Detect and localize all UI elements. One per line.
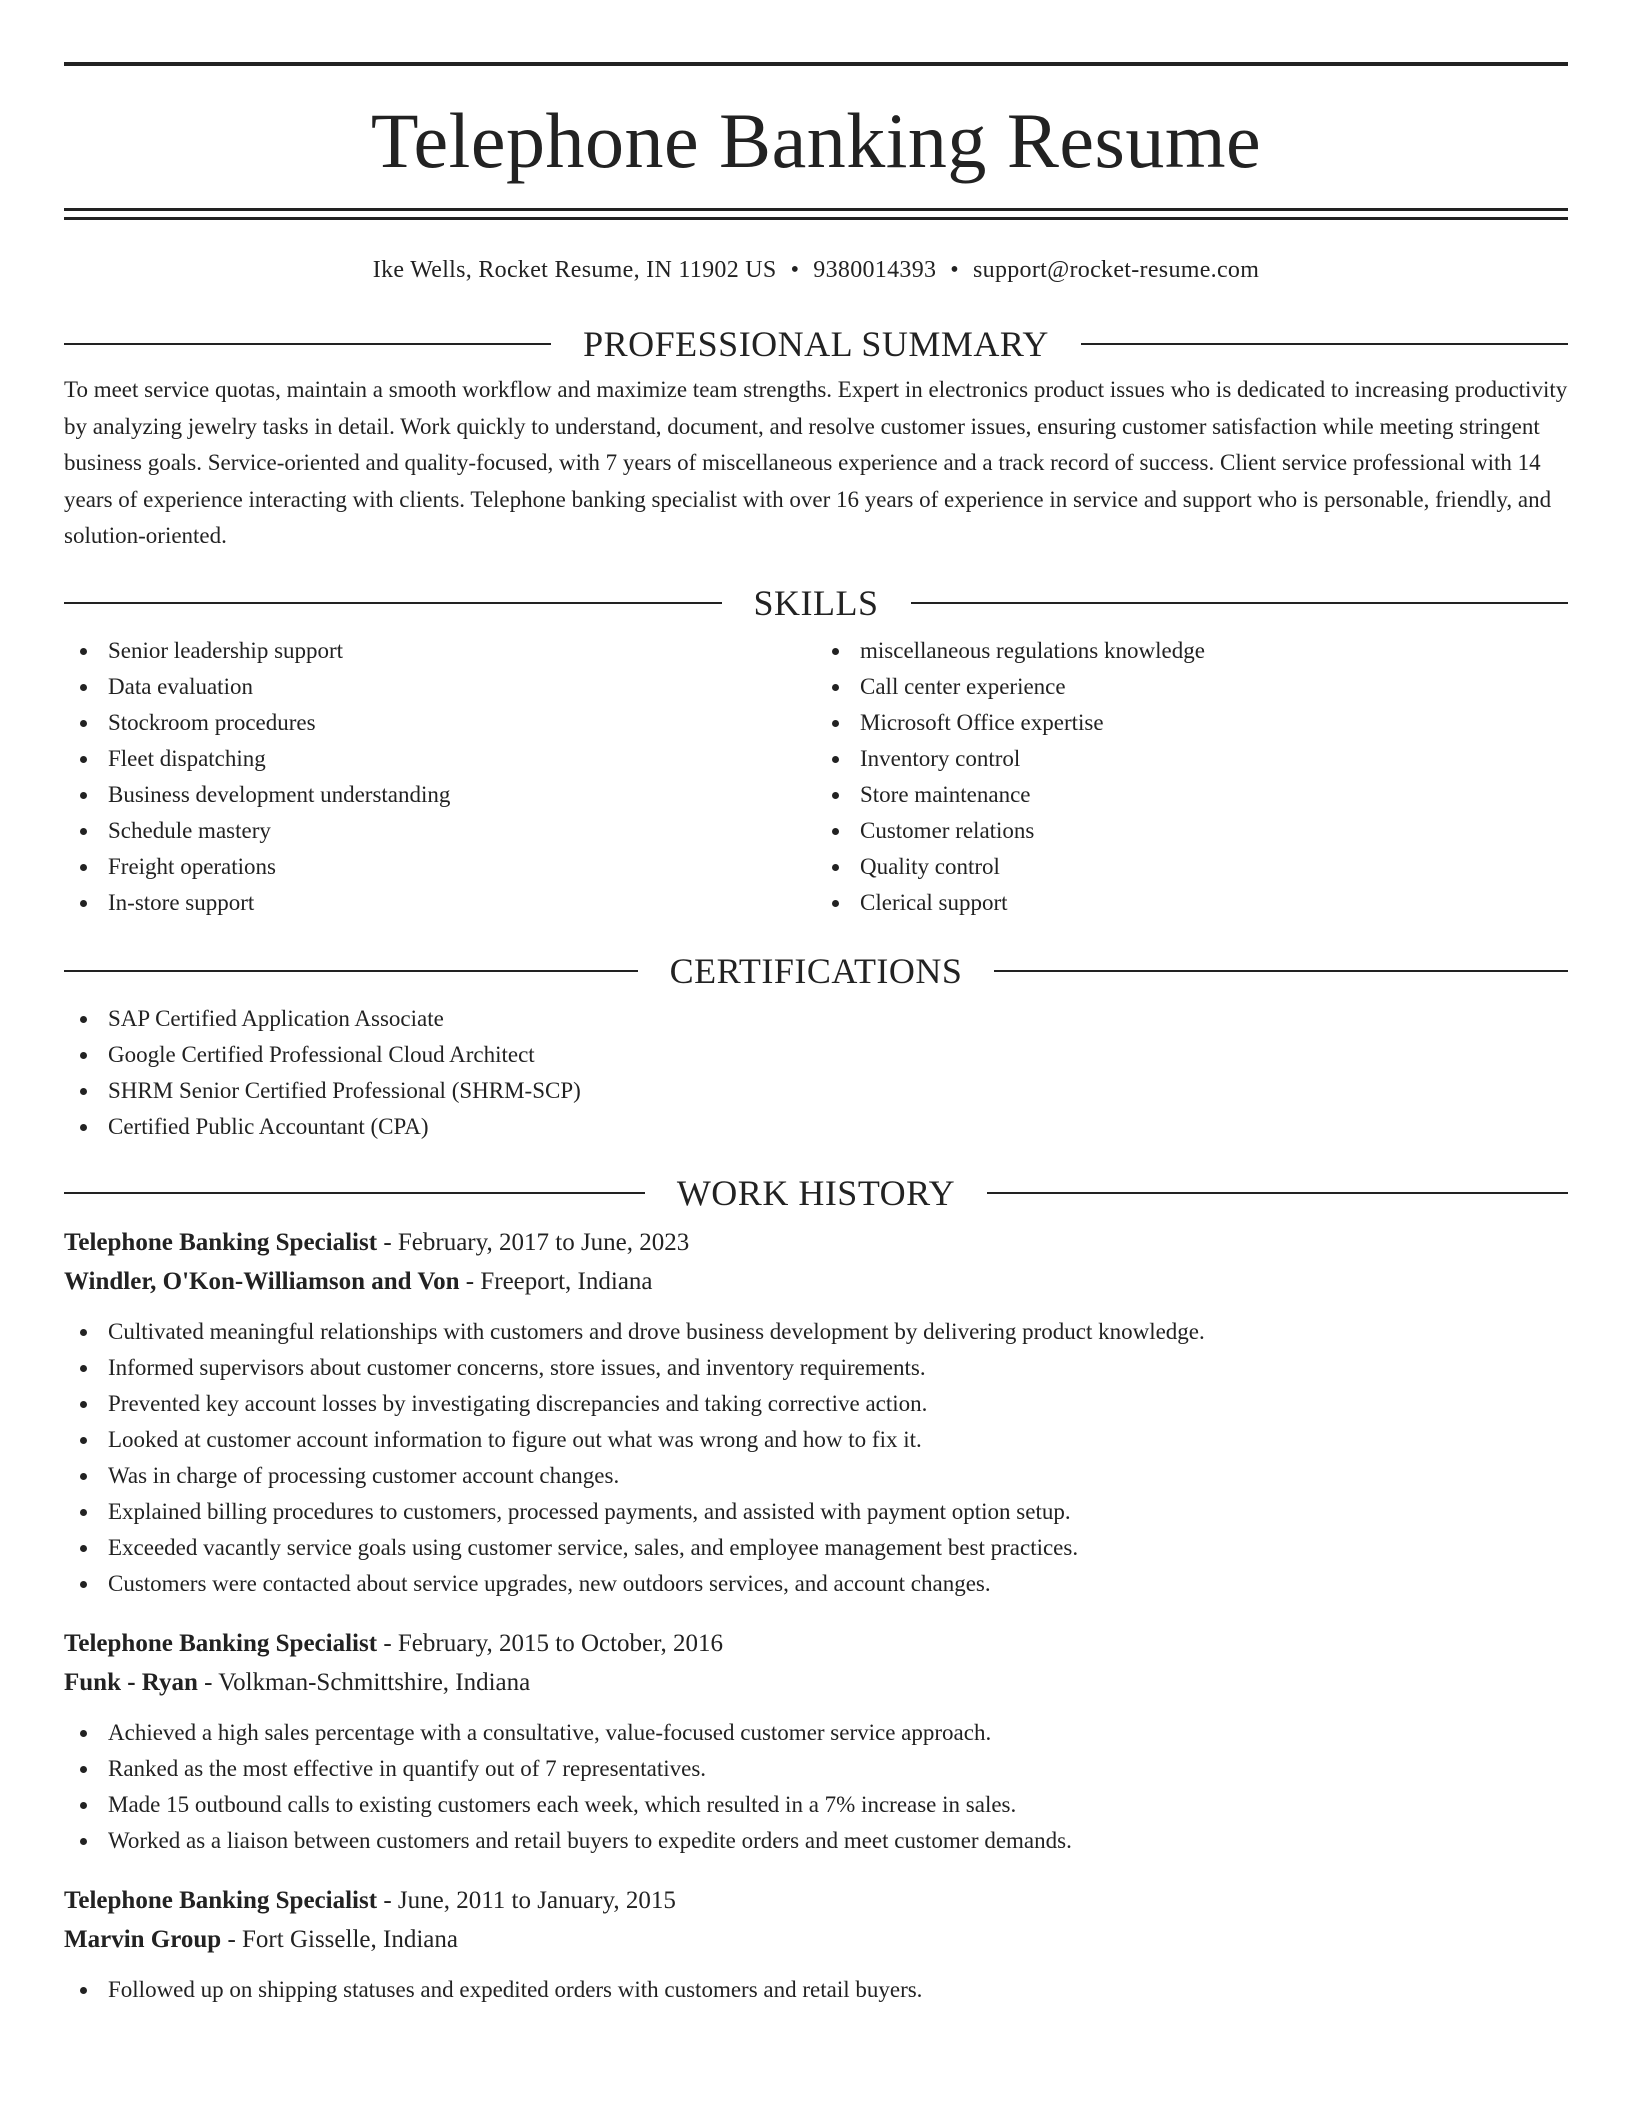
skill-item: In-store support: [64, 885, 816, 921]
skill-item: Stockroom procedures: [64, 705, 816, 741]
job-bullet: Customers were contacted about service upgrades, new outdoors services, and account changes.: [64, 1566, 1568, 1602]
job-bullet: Looked at customer account information to figure out what was wrong and how to fix it.: [64, 1422, 1568, 1458]
skills-list-left: [64, 633, 816, 921]
job-company: Marvin Group: [64, 1925, 222, 1953]
job-company-line: [64, 1262, 1568, 1301]
certification-item: SAP Certified Application Associate: [64, 1001, 1568, 1037]
job-bullet: Prevented key account losses by investigating discrepancies and taking corrective action.: [64, 1386, 1568, 1422]
skills-column-left: [64, 633, 816, 921]
job-bullet: Achieved a high sales percentage with a consultative, value-focused customer service approach.: [64, 1715, 1568, 1751]
contact-address: Ike Wells, Rocket Resume, IN 11902 US: [372, 257, 777, 283]
skill-item: Fleet dispatching: [64, 741, 816, 777]
skills-columns: [64, 633, 1568, 921]
summary-text: To meet service quotas, maintain a smooth workflow and maximize team strengths. Expert in electronics product issues who is dedicated to increasing productivity by analyzing jewelry tasks in detail. Work quickly to understand, document, and resolve customer issues, ensuring customer satisfaction while meeting stringent business goals. Service-oriented and quality-focused, with 7 years of miscellaneous experience and a track record of success. Client service professional with 14 years of experience interacting with clients. Telephone banking specialist with over 16 years of experience in service and support who is personable, friendly, and solution-oriented.: [64, 377, 1568, 548]
skill-item: Clerical support: [816, 885, 1568, 921]
skills-section-heading: [64, 582, 1568, 623]
skill-item: Freight operations: [64, 849, 816, 885]
job-bullet: Was in charge of processing customer account changes.: [64, 1458, 1568, 1494]
job-entry: [64, 1223, 1568, 1602]
certification-item: SHRM Senior Certified Professional (SHRM-SCP): [64, 1073, 1568, 1109]
resume-title: Telephone Banking Resume: [370, 97, 1262, 184]
certification-item: Certified Public Accountant (CPA): [64, 1109, 1568, 1145]
skill-item: Inventory control: [816, 741, 1568, 777]
heading-rule-right: [994, 970, 1568, 972]
job-location: - Volkman-Schmittshire, Indiana: [197, 1668, 531, 1696]
contact-separator: •: [950, 257, 959, 283]
job-company: Windler, O'Kon-Williamson and Von: [64, 1267, 460, 1295]
certifications-list: [64, 1001, 1568, 1145]
job-entry: [64, 1624, 1568, 1859]
job-bullets: [64, 1972, 1568, 2008]
skills-list-right: [816, 633, 1568, 921]
job-dates: - February, 2015 to October, 2016: [377, 1629, 723, 1657]
job-title: Telephone Banking Specialist: [64, 1629, 378, 1657]
job-title-line: [64, 1223, 1568, 1262]
job-bullets: [64, 1715, 1568, 1859]
job-title-line: [64, 1624, 1568, 1663]
title-double-rule: [64, 208, 1568, 220]
work-section-heading: [64, 1172, 1568, 1213]
work-history-list: [64, 1223, 1568, 2008]
job-bullet: Exceeded vacantly service goals using customer service, sales, and employee management best practices.: [64, 1530, 1568, 1566]
job-location: - Freeport, Indiana: [459, 1267, 653, 1295]
skills-heading: SKILLS: [753, 582, 879, 623]
heading-rule-right: [1081, 343, 1568, 345]
summary-heading: PROFESSIONAL SUMMARY: [583, 324, 1049, 364]
skill-item: Senior leadership support: [64, 633, 816, 669]
heading-rule-left: [64, 970, 638, 972]
job-company-line: [64, 1920, 1568, 1959]
skill-item: Business development understanding: [64, 777, 816, 813]
heading-rule-left: [64, 602, 722, 604]
skill-item: Quality control: [816, 849, 1568, 885]
certifications-heading: CERTIFICATIONS: [669, 950, 963, 991]
contact-line: [64, 258, 1568, 282]
job-bullet: Cultivated meaningful relationships with customers and drove business development by delivering product knowledge.: [64, 1314, 1568, 1350]
job-bullets: [64, 1314, 1568, 1602]
job-dates: - February, 2017 to June, 2023: [377, 1228, 690, 1256]
job-bullet: Worked as a liaison between customers and retail buyers to expedite orders and meet customer demands.: [64, 1823, 1568, 1859]
certification-item: Google Certified Professional Cloud Architect: [64, 1037, 1568, 1073]
work-heading: WORK HISTORY: [676, 1172, 956, 1213]
skills-column-right: [816, 633, 1568, 921]
job-company: Funk - Ryan: [64, 1668, 198, 1696]
heading-rule-left: [64, 343, 551, 345]
certifications-section-heading: [64, 950, 1568, 991]
job-bullet: Made 15 outbound calls to existing customers each week, which resulted in a 7% increase in sales.: [64, 1787, 1568, 1823]
job-bullet: Ranked as the most effective in quantify out of 7 representatives.: [64, 1751, 1568, 1787]
job-dates: - June, 2011 to January, 2015: [377, 1886, 676, 1914]
skill-item: Data evaluation: [64, 669, 816, 705]
skill-item: Schedule mastery: [64, 813, 816, 849]
job-bullet: Followed up on shipping statuses and expedited orders with customers and retail buyers.: [64, 1972, 1568, 2008]
contact-email: support@rocket-resume.com: [973, 257, 1260, 283]
skill-item: Store maintenance: [816, 777, 1568, 813]
heading-rule-left: [64, 1192, 645, 1194]
job-company-line: [64, 1663, 1568, 1702]
skill-item: Customer relations: [816, 813, 1568, 849]
skill-item: miscellaneous regulations knowledge: [816, 633, 1568, 669]
job-bullet: Explained billing procedures to customers, processed payments, and assisted with payment option setup.: [64, 1494, 1568, 1530]
contact-separator: •: [790, 257, 800, 283]
job-entry: [64, 1881, 1568, 2008]
job-bullet: Informed supervisors about customer concerns, store issues, and inventory requirements.: [64, 1350, 1568, 1386]
job-title-line: [64, 1881, 1568, 1920]
job-location: - Fort Gisselle, Indiana: [221, 1925, 458, 1953]
job-title: Telephone Banking Specialist: [64, 1886, 378, 1914]
contact-phone: 9380014393: [813, 257, 937, 283]
heading-rule-right: [987, 1192, 1568, 1194]
skill-item: Microsoft Office expertise: [816, 705, 1568, 741]
job-title: Telephone Banking Specialist: [64, 1228, 378, 1256]
top-rule: [64, 62, 1568, 66]
summary-section-heading: [64, 326, 1568, 362]
skill-item: Call center experience: [816, 669, 1568, 705]
heading-rule-right: [911, 602, 1569, 604]
